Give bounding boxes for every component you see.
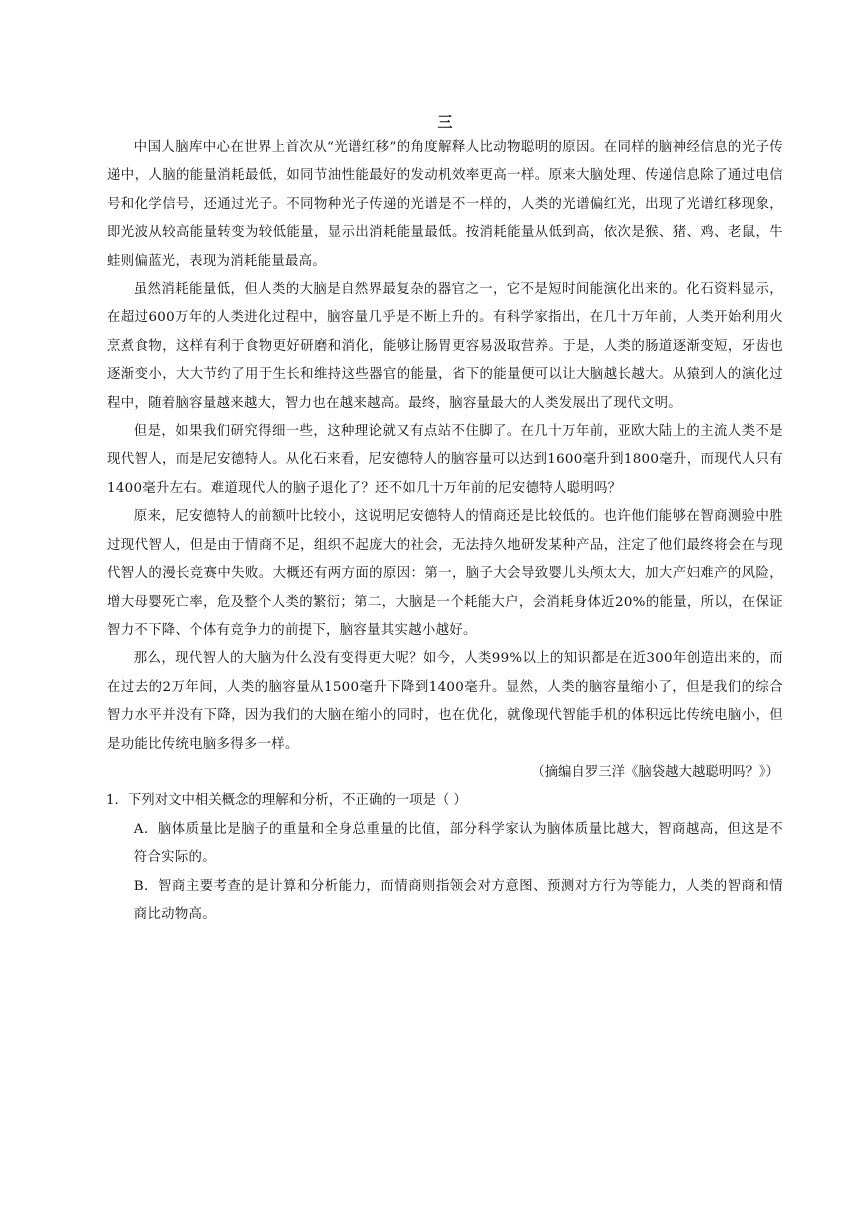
document-page [107, 110, 783, 929]
option-a [107, 816, 783, 873]
option-b-letter: B． [133, 878, 159, 894]
article-source: （摘编自罗三洋《脑袋越大越聪明吗？》） [531, 764, 779, 780]
section-number: 三 [437, 113, 453, 131]
article-paragraph-2: 虽然消耗能量低，但人类的大脑是自然界最复杂的器官之一，它不是短时间能演化出来的。化石资料显示，在超过600万年的人类进化过程中，脑容量几乎是不断上升的。有科学家指出，在几十万年前，人类开始利用火烹煮食物，这样有利于食物更好研磨和消化，能够让肠胃更容易汲取营养。于是，人类的肠道逐渐变短，牙齿也逐渐变小，大大节约了用于生长和维持这些器官的能量，省下的能量便可以让大脑越长越大。从猿到人的演化过程中，随着脑容量越来越大，智力也在越来越高。最终，脑容量最大的人类发展出了现代文明。 [107, 282, 783, 411]
article-paragraph-1: 中国人脑库中心在世界上首次从“光谱红移”的角度解释人比动物聪明的原因。在同样的脑神经信息的光子传递中，人脑的能量消耗最低，如同节油性能最好的发动机效率更高一样。原来大脑处理、传递信息除了通过电信号和化学信号，还通过光子。不同物种光子传递的光谱是不一样的，人类的光谱偏红光，出现了光谱红移现象，即光波从较高能量转变为较低能量，显示出消耗能量最低。按消耗能量从低到高，依次是猴、猪、鸡、老鼠，牛蛙则偏蓝光，表现为消耗能量最高。 [107, 140, 783, 269]
option-b-text: 智商主要考查的是计算和分析能力，而情商则指领会对方意图、预测对方行为等能力，人类的智商和情商比动物高。 [133, 878, 783, 922]
option-b [107, 873, 783, 930]
option-a-text: 脑体质量比是脑子的重量和全身总重量的比值，部分科学家认为脑体质量比越大，智商越高，但这是不符合实际的。 [133, 821, 783, 866]
question-block [107, 787, 783, 929]
article-paragraph-3: 但是，如果我们研究得细一些，这种理论就又有点站不住脚了。在几十万年前，亚欧大陆上的主流人类不是现代智人，而是尼安德特人。从化石来看，尼安德特人的脑容量可以达到1600毫升到1800毫升，而现代人只有1400毫升左右。难道现代人的脑子退化了？还不如几十万年前的尼安德特人聪明吗？ [107, 424, 783, 496]
article-paragraph-4: 原来，尼安德特人的前额叶比较小，这说明尼安德特人的情商还是比较低的。也许他们能够在智商测验中胜过现代智人，但是由于情商不足，组织不起庞大的社会，无法持久地研发某种产品，注定了他们最终将会在与现代智人的漫长竞赛中失败。大概还有两方面的原因：第一，脑子大会导致婴儿头颅太大，加大产妇难产的风险，增大母婴死亡率，危及整个人类的繁衍；第二，大脑是一个耗能大户，会消耗身体近20%的能量，所以，在保证智力不下降、个体有竞争力的前提下，脑容量其实越小越好。 [107, 509, 783, 638]
option-a-letter: A． [133, 821, 158, 837]
article-body [107, 134, 783, 787]
question-stem: 1．下列对文中相关概念的理解和分析，不正确的一项是（ ） [106, 793, 467, 809]
article-paragraph-5: 那么，现代智人的大脑为什么没有变得更大呢？如今，人类99%以上的知识都是在近300年创造出来的，而在过去的2万年间，人类的脑容量从1500毫升下降到1400毫升。显然，人类的脑容量缩小了，但是我们的综合智力水平并没有下降，因为我们的大脑在缩小的同时，也在优化，就像现代智能手机的体积远比传统电脑小，但是功能比传统电脑多得多一样。 [107, 651, 783, 752]
